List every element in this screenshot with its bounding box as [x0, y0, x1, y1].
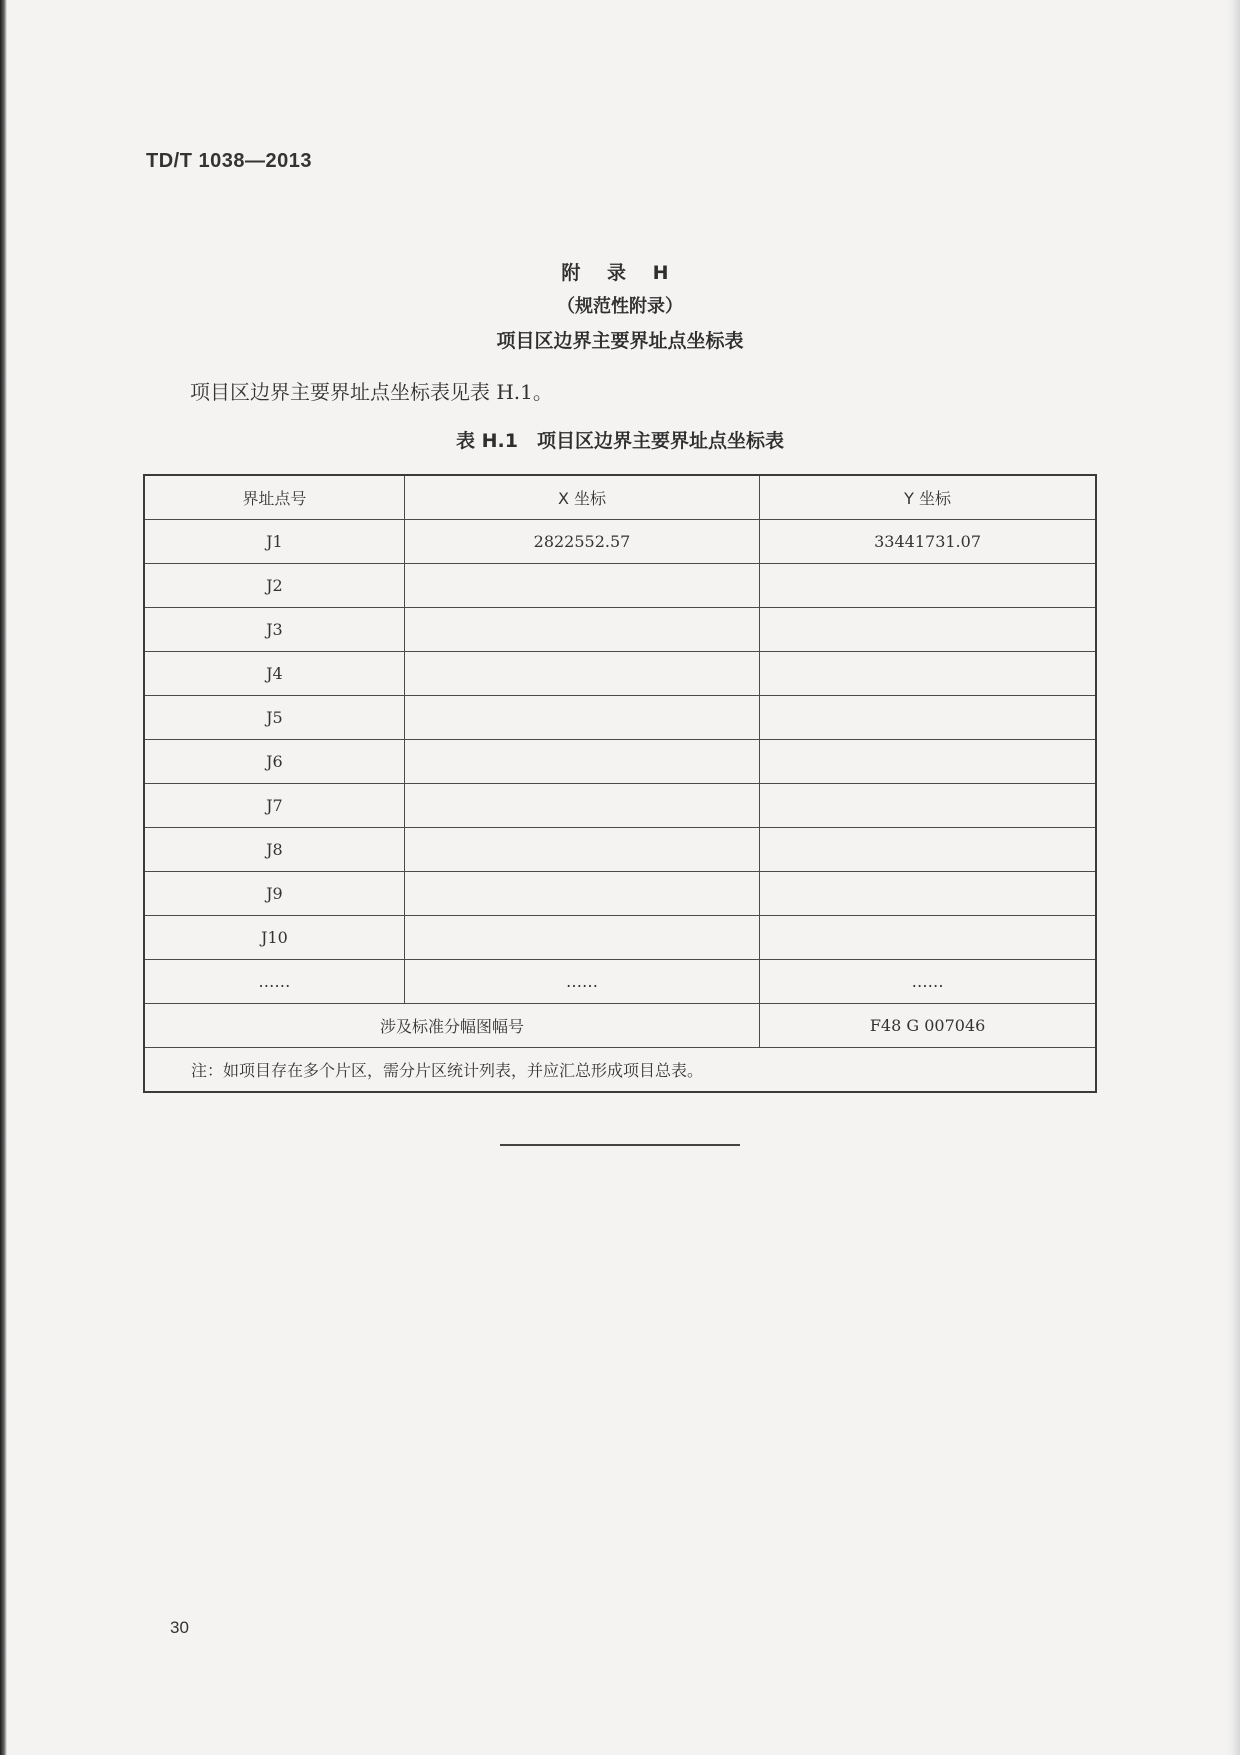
table-row: [144, 960, 1096, 1004]
appendix-title: 附 录 H: [561, 262, 679, 284]
table-row: [144, 740, 1096, 784]
y-coord-cell: [760, 916, 1096, 960]
table-row: [144, 652, 1096, 696]
x-coord-cell: ……: [404, 960, 759, 1004]
x-coord-cell: [404, 740, 759, 784]
point-id-cell: J6: [144, 740, 404, 784]
x-coord-cell: [404, 652, 759, 696]
x-coord-cell: [404, 872, 759, 916]
x-coord-cell: [404, 608, 759, 652]
map-sheet-number: F48 G 007046: [760, 1004, 1096, 1048]
coordinate-table: [143, 474, 1097, 1093]
point-id-cell: J5: [144, 696, 404, 740]
point-id-cell: J1: [144, 520, 404, 564]
table-row: [144, 784, 1096, 828]
point-id-cell: J2: [144, 564, 404, 608]
point-id-cell: ……: [144, 960, 404, 1004]
y-coord-cell: [760, 872, 1096, 916]
y-coord-cell: 33441731.07: [760, 520, 1096, 564]
x-coord-cell: [404, 696, 759, 740]
note-row: [144, 1048, 1096, 1093]
table-header-row: [144, 475, 1096, 520]
point-id-cell: J4: [144, 652, 404, 696]
y-coord-cell: [760, 828, 1096, 872]
intro-paragraph: 项目区边界主要界址点坐标表见表 H.1。: [190, 380, 553, 404]
y-coord-cell: [760, 740, 1096, 784]
table-row: [144, 696, 1096, 740]
table-row: [144, 520, 1096, 564]
page-number: 30: [170, 1618, 189, 1637]
y-coord-cell: [760, 784, 1096, 828]
end-rule-divider: [500, 1144, 740, 1146]
x-coord-cell: [404, 784, 759, 828]
table-row: [144, 828, 1096, 872]
y-coord-cell: [760, 696, 1096, 740]
table-caption: 表 H.1 项目区边界主要界址点坐标表: [456, 430, 784, 452]
x-coord-cell: 2822552.57: [404, 520, 759, 564]
point-id-cell: J3: [144, 608, 404, 652]
y-coord-cell: [760, 608, 1096, 652]
point-id-cell: J10: [144, 916, 404, 960]
header-point-id: 界址点号: [144, 475, 404, 520]
table-row: [144, 608, 1096, 652]
table-note: 注：如项目存在多个片区，需分片区统计列表，并应汇总形成项目总表。: [144, 1048, 1096, 1093]
table-row: [144, 564, 1096, 608]
header-x-coord: X 坐标: [404, 475, 759, 520]
map-sheet-label: 涉及标准分幅图幅号: [144, 1004, 760, 1048]
standard-code: TD/T 1038—2013: [146, 150, 312, 172]
y-coord-cell: [760, 564, 1096, 608]
appendix-name: 项目区边界主要界址点坐标表: [496, 330, 744, 352]
appendix-subtitle: （规范性附录）: [557, 296, 683, 317]
x-coord-cell: [404, 828, 759, 872]
y-coord-cell: ……: [760, 960, 1096, 1004]
table-row: [144, 916, 1096, 960]
point-id-cell: J8: [144, 828, 404, 872]
point-id-cell: J7: [144, 784, 404, 828]
point-id-cell: J9: [144, 872, 404, 916]
x-coord-cell: [404, 564, 759, 608]
table-row: [144, 872, 1096, 916]
header-y-coord: Y 坐标: [760, 475, 1096, 520]
x-coord-cell: [404, 916, 759, 960]
y-coord-cell: [760, 652, 1096, 696]
summary-row: [144, 1004, 1096, 1048]
